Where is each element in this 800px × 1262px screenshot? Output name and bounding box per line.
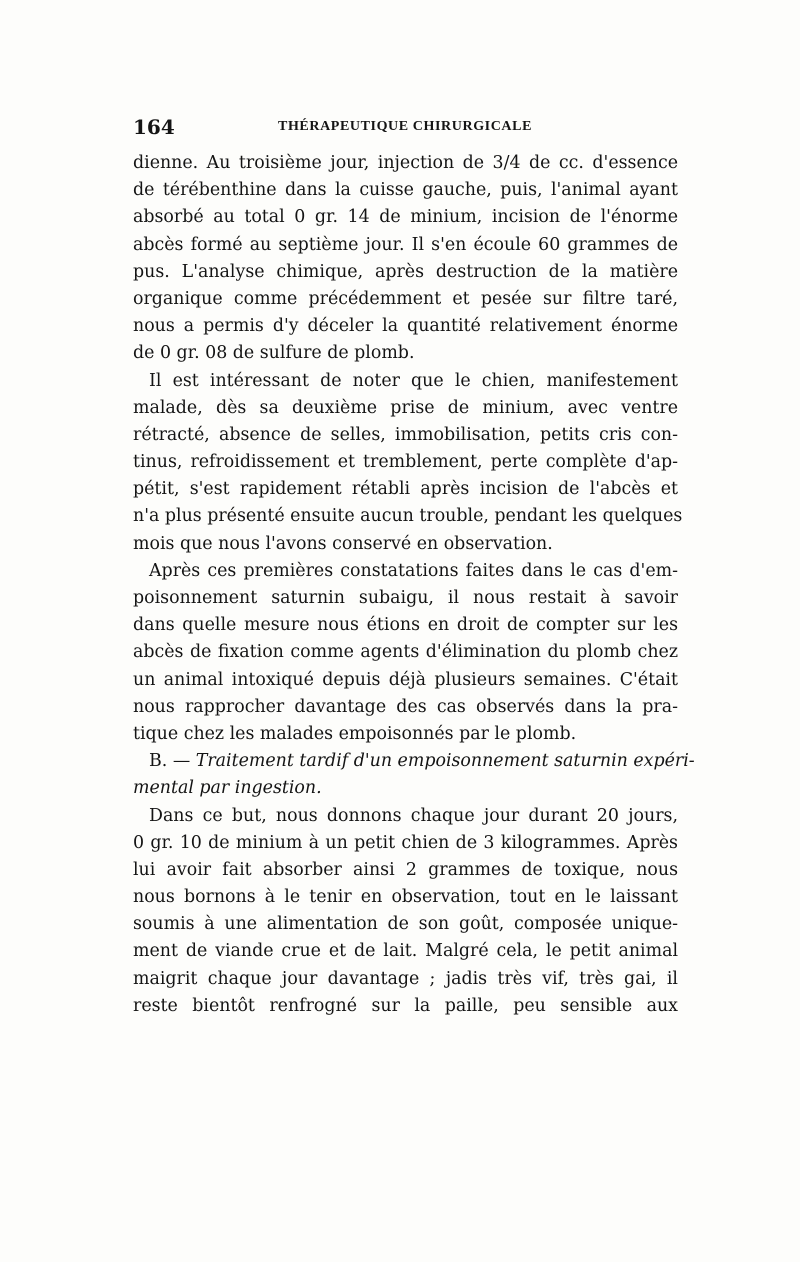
text-line: Il est intéressant de noter que le chien, manifestement xyxy=(149,370,678,391)
text-line: absorbé au total 0 gr. 14 de minium, incision de l'énorme xyxy=(133,207,678,228)
text-line: dienne. Au troisième jour, injection de 3/4 de cc. d'essence xyxy=(133,153,678,173)
page-number: 164 xyxy=(133,115,175,139)
text-line: abcès de fixation comme agents d'élimination du plomb chez xyxy=(133,642,678,663)
text-line: abcès formé au septième jour. Il s'en écoule 60 grammes de xyxy=(133,234,678,255)
section-title: Traitement tardif d'un empoisonnement saturnin expéri- xyxy=(195,751,695,772)
text-line: organique comme précédemment et pesée sur filtre taré, xyxy=(133,288,678,309)
text-line: 0 gr. 10 de minium à un petit chien de 3 kilogrammes. Après xyxy=(133,832,678,853)
text-line: Après ces premières constatations faites dans le cas d'em- xyxy=(149,560,678,581)
text-line: reste bientôt renfrogné sur la paille, peu sensible aux xyxy=(133,995,678,1016)
text-line: de 0 gr. 08 de sulfure de plomb. xyxy=(133,343,415,364)
text-line: poisonnement saturnin subaigu, il nous restait à savoir xyxy=(133,588,678,608)
body-text xyxy=(133,150,695,1020)
text-line: pus. L'analyse chimique, après destruction de la matière xyxy=(133,261,678,282)
text-line: dans quelle mesure nous étions en droit de compter sur les xyxy=(133,615,678,636)
text-line: n'a plus présenté ensuite aucun trouble, pendant les quelques xyxy=(133,506,683,527)
text-line: Dans ce but, nous donnons chaque jour durant 20 jours, xyxy=(149,805,678,826)
section-heading xyxy=(133,748,695,775)
text-line: nous bornons à le tenir en observation, tout en le laissant xyxy=(133,887,678,908)
text-line: tique chez les malades empoisonnés par le plomb. xyxy=(133,723,577,744)
text-line: maigrit chaque jour davantage ; jadis très vif, très gai, il xyxy=(133,968,678,989)
text-line: de térébenthine dans la cuisse gauche, puis, l'animal ayant xyxy=(133,180,678,201)
text-line: mois que nous l'avons conservé en observation. xyxy=(133,533,553,554)
text-line: lui avoir fait absorber ainsi 2 grammes de toxique, nous xyxy=(133,859,678,880)
section-label: B. — xyxy=(149,751,191,772)
text-line: ment de viande crue et de lait. Malgré cela, le petit animal xyxy=(133,941,678,962)
text-line: nous rapprocher davantage des cas observés dans la pra- xyxy=(133,696,678,717)
section-title-continued: mental par ingestion. xyxy=(133,778,322,799)
running-title: THÉRAPEUTIQUE CHIRURGICALE xyxy=(278,119,533,134)
text-line: rétracté, absence de selles, immobilisation, petits cris con- xyxy=(133,424,678,445)
text-line: un animal intoxiqué depuis déjà plusieurs semaines. C'était xyxy=(133,669,678,690)
text-line: pétit, s'est rapidement rétabli après incision de l'abcès et xyxy=(133,479,678,500)
running-head xyxy=(133,115,678,139)
text-line: soumis à une alimentation de son goût, composée unique- xyxy=(133,914,678,935)
text-line: nous a permis d'y déceler la quantité relativement énorme xyxy=(133,316,678,337)
text-line: tinus, refroidissement et tremblement, perte complète d'ap- xyxy=(133,452,678,473)
text-line: malade, dès sa deuxième prise de minium, avec ventre xyxy=(133,397,678,418)
